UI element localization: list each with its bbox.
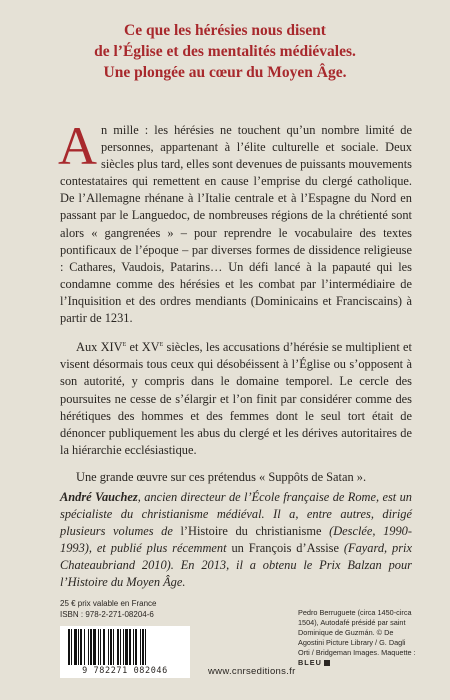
headline-line-2: de l’Église et des mentalités médiévales. (94, 43, 356, 60)
blurb-text (58, 116, 412, 494)
price-isbn (60, 598, 157, 620)
author-bio (60, 489, 412, 592)
paragraph-2-end: siècles, les accusations d’hérésie se multiplient et visent désormais tous ceux qui désobéissent à l’Église ou s’opposent à son autorité, y compris dans le domaine temporel. Le cercle des poursuites ne cesse de s’élargir et l’on finit par considérer comme des hérétiques des hommes et des femmes dont le seul tort était de dénoncer publiquement les abus du clergé et les dérives autoritaires de la hiérarchie ecclésiastique. (60, 340, 412, 457)
author-name: André Vauchez (60, 490, 138, 504)
author-bio-1: , ancien directeur de l’École française de Rome, est un spécialiste du christianisme médiéval. Il a, entre autres, dirigé plusieurs volumes de (60, 490, 412, 539)
headline-line-3: Une plongée au cœur du Moyen Âge. (103, 64, 347, 81)
tagline: Une grande œuvre sur ces prétendus « Suppôts de Satan ». (76, 469, 367, 484)
paragraph-2 (60, 335, 412, 459)
century-15-suffix: e (159, 339, 164, 349)
author-bio-2: (Desclée, 1990-1993), et publié plus récemment (60, 524, 412, 556)
paragraph-1 (58, 116, 412, 327)
barcode (60, 626, 190, 678)
maquette-name: BLEU (298, 658, 322, 667)
credits-text: Pedro Berruguete (circa 1450-circa 1504), Autodafé présidé par saint Dominique de Guzmán. © De Agostini Picture Library / G. Dagli Orti / Bridgeman Images. (298, 608, 412, 657)
headline-line-1: Ce que les hérésies nous disent (124, 22, 326, 39)
publisher-url[interactable]: www.cnrseditions.fr (208, 666, 296, 677)
paragraph-2-mid: et (126, 340, 142, 355)
price-text: 25 € prix valable en France (60, 599, 157, 608)
century-14-suffix: e (122, 339, 127, 349)
paragraph-2-start: Aux (76, 340, 101, 355)
maquette-label: Maquette : (381, 648, 416, 657)
century-14-numeral: XIV (100, 340, 123, 355)
century-14 (101, 340, 127, 354)
barcode-number: 9 782271 082046 (82, 666, 168, 676)
author-bio-3: (Fayard, prix Chateaubriand 2010). En 2013, il a obtenu le Prix Balzan pour l’Histoire du Moyen Âge. (60, 541, 412, 590)
book-title-francois: un François d’Assise (231, 541, 339, 556)
bleu-square-icon (324, 660, 330, 666)
barcode-bars (66, 629, 184, 665)
century-15 (142, 340, 164, 354)
back-cover-headline (0, 20, 450, 83)
image-credits (298, 608, 418, 668)
paragraph-1-text: n mille : les hérésies ne touchent qu’un nombre limité de personnes, appartenant à l’élite culturelle et sociale. Deux siècles plus tard, elles sont devenues de puissants mouvements contestataires qui remettent en cause l’emprise du clergé catholique. De l’Allemagne rhénane à l’Italie centrale et à l’Espagne du Nord en passant par le Languedoc, de nombreuses régions de la chrétienté sont alors « gangrenées » – pour reprendre le vocabulaire des textes pontificaux de l’époque – par diverses formes de dissidence religieuse : Cathares, Vaudois, Patarins… Un défi lancé à la papauté qui les condamne comme des hérésies et les combat par l’intermédiaire de l’Inquisition et des ordres mendiants (Dominicains et Franciscains) à partir de 1231. (60, 123, 412, 326)
drop-cap-letter: A (58, 116, 97, 176)
century-15-numeral: XV (141, 340, 160, 355)
book-title-histoire: l’Histoire du christianisme (180, 524, 322, 539)
isbn-text: ISBN : 978-2-271-08204-6 (60, 610, 154, 619)
